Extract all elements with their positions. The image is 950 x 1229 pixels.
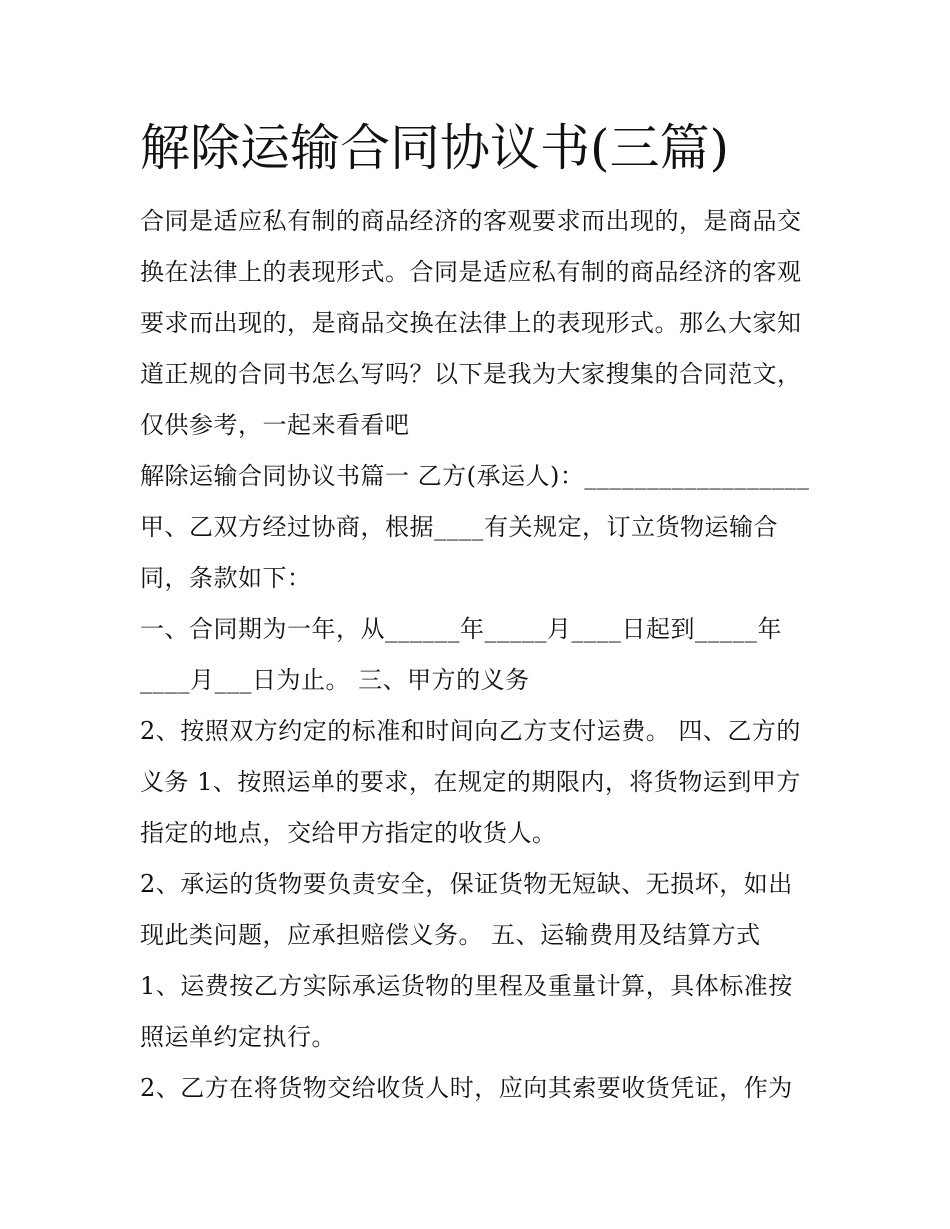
body-line: 解除运输合同协议书篇一 乙方(承运人)：__________________ <box>140 462 810 490</box>
body-line: 合同是适应私有制的商品经济的客观要求而出现的，是商品交 <box>140 207 802 235</box>
body-line: 仅供参考，一起来看看吧 <box>140 411 410 439</box>
document-title: 解除运输合同协议书(三篇) <box>140 119 730 177</box>
body-line: 换在法律上的表现形式。合同是适应私有制的商品经济的客观 <box>140 258 802 286</box>
body-line: 1、运费按乙方实际承运货物的里程及重量计算，具体标准按 <box>140 972 793 1000</box>
body-line: 指定的地点，交给甲方指定的收货人。 <box>140 819 557 847</box>
body-line: 一、合同期为一年，从______年_____月____日起到_____年 <box>140 615 782 643</box>
body-line: 2、承运的货物要负责安全，保证货物无短缺、无损坏，如出 <box>140 870 793 898</box>
body-line: ____月___日为止。 三、甲方的义务 <box>140 666 530 694</box>
body-line: 2、乙方在将货物交给收货人时，应向其索要收货凭证，作为 <box>140 1074 793 1102</box>
document-body <box>140 196 820 1114</box>
body-line: 道正规的合同书怎么写吗？以下是我为大家搜集的合同范文， <box>140 360 802 388</box>
body-line: 现此类问题，应承担赔偿义务。 五、运输费用及结算方式 <box>140 921 761 949</box>
body-line: 要求而出现的，是商品交换在法律上的表现形式。那么大家知 <box>140 309 802 337</box>
body-line: 2、按照双方约定的标准和时间向乙方支付运费。 四、乙方的 <box>140 717 801 745</box>
body-line: 甲、乙双方经过协商，根据____有关规定，订立货物运输合 <box>140 513 778 541</box>
body-line: 义务 1、按照运单的要求，在规定的期限内，将货物运到甲方 <box>140 768 801 796</box>
body-line: 同，条款如下： <box>140 564 312 592</box>
body-line: 照运单约定执行。 <box>140 1023 336 1051</box>
